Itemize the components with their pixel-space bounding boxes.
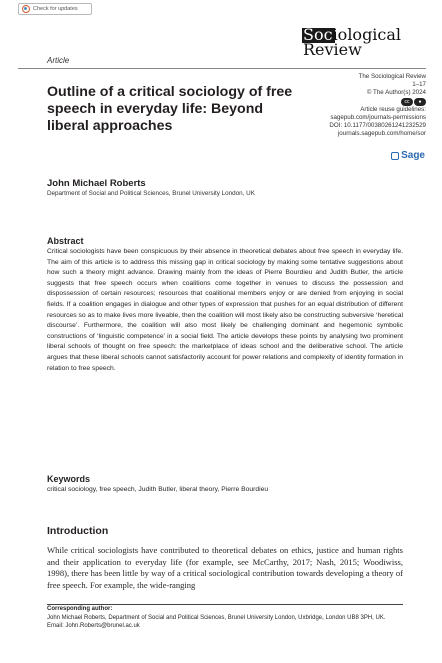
footnote-address: John Michael Roberts, Department of Social and Political Sciences, Brunel University London, Uxbridge, London UB8 3PH, UK. (47, 614, 386, 621)
abstract-heading: Abstract (47, 236, 84, 246)
author-name: John Michael Roberts (47, 178, 146, 189)
article-type-label: Article (47, 56, 70, 65)
cc-icon: cc (401, 98, 413, 106)
article-meta (286, 73, 426, 138)
journal-home-link[interactable]: journals.sagepub.com/home/sor (337, 130, 426, 137)
abstract-text: Critical sociologists have been conspicuous by their absence in theoretical debates about free speech in everyday life. The aim of this article is to address this missing gap in critical sociology by making some tentative suggestions about how such a theory might advance. Drawing mainly from the ideas of Pierre Bourdieu and Judith Butler, the article suggests that free speech occurs when coalitions come together in venues to discuss the possession and dispossession of certain resources; resources that coalitional members enjoy or are denied from enjoying in social fields. If a coalition engages in dialogue and other types of expression that pushes for an equal distribution of different resources so as to make lives more liveable, then the coalition will most likely also be constructing subversive ‘heretical discourse’. Furthermore, the coalition will also most likely be challenging dominant and hegemonic symbolic constructions of ‘linguistic competence’ in a social field. The article develops these points by analysing two prominent liberal schools of thought on free speech: the marketplace of ideas school and the deliberative school. The article argues that these liberal schools cannot satisfactorily account for power relations and complexity of identity formation in relation to free speech. (47, 248, 403, 372)
cc-license-badge[interactable] (401, 98, 426, 106)
journal-logo-line1: Sociological (303, 25, 402, 44)
corresponding-author-footnote (47, 605, 407, 631)
publisher-name: Sage (401, 150, 425, 161)
journal-logo (302, 26, 426, 58)
reuse-guidelines: Article reuse guidelines: (360, 106, 426, 113)
permissions-link[interactable]: sagepub.com/journals-permissions (330, 114, 426, 121)
footnote-email[interactable]: Email: John.Roberts@brunel.ac.uk (47, 623, 140, 629)
journal-name: The Sociological Review (358, 73, 426, 80)
check-updates-icon (22, 5, 30, 13)
sage-icon (391, 152, 399, 160)
introduction-heading: Introduction (47, 525, 109, 537)
introduction-text: While critical sociologists have contributed to theoretical debates on ethics, justice and human rights and their application to everyday life (for example, see McCarthy, 2017; Nash, 2015; Woodiwiss, 1998), there has been little by way of a critical sociological contribution towards developing a theory of free speech. For example, the wide-ranging (47, 545, 403, 590)
journal-logo-line2: Review (303, 40, 362, 59)
check-for-updates-label: Check for updates (33, 6, 78, 12)
keywords-heading: Keywords (47, 474, 91, 484)
person-icon: ● (414, 98, 426, 106)
article-title: Outline of a critical sociology of free speech in everyday life: Beyond liberal approaches (47, 84, 293, 134)
header-divider (18, 68, 426, 69)
keywords-text: critical sociology, free speech, Judith Butler, liberal theory, Pierre Bourdieu (47, 486, 269, 493)
copyright: © The Author(s) 2024 (366, 89, 426, 96)
check-for-updates-badge[interactable] (18, 3, 92, 15)
footnote-heading: Corresponding author: (47, 606, 113, 612)
author-affiliation: Department of Social and Political Sciences, Brunel University London, UK (47, 190, 255, 197)
page-range: 1–17 (412, 81, 426, 88)
doi[interactable]: DOI: 10.1177/00380261241232529 (329, 122, 426, 129)
publisher-logo (391, 150, 425, 161)
